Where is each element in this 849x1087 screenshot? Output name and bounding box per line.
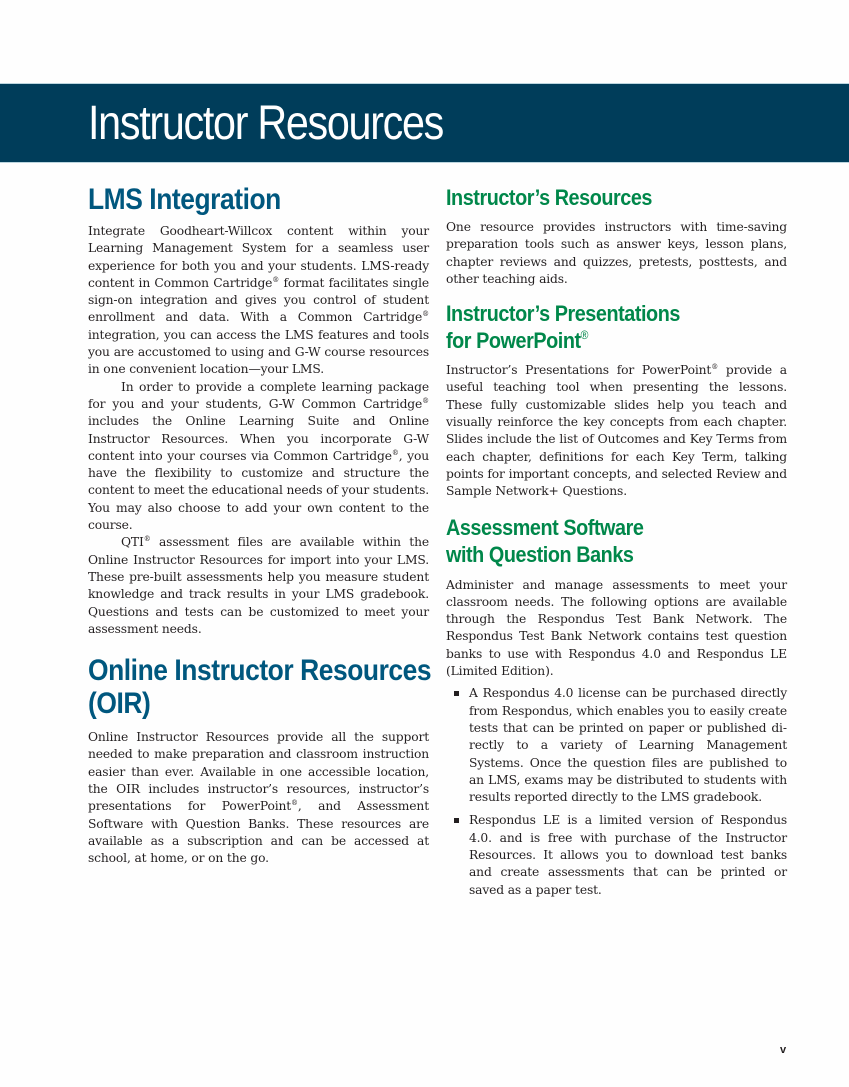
lms-paragraph-1: Integrate Goodheart-Willcox content within your Learning Management System for a seamless user experience for both you and your students. LMS-ready content in Common Cartridge® format facilitates single sign-on integration and gives you control of student enrollment and data. With a Common Cartridge® integration, you can access the LMS features and tools you are accustomed to using and G-W course resources in one convenient location—your LMS. <box>88 224 429 377</box>
assessment-paragraph: Administer and manage assessments to meet your classroom needs. The following options are available through the Respondus Test Bank Network. The Respondus Test Bank Network contains test question banks to use with Respondus 4.0 and Respondus LE (Limited Edition). <box>446 577 787 679</box>
square-bullet-icon <box>454 818 459 823</box>
instructors-resources-section <box>446 184 787 288</box>
oir-paragraph: Online Instructor Resources provide all the support needed to make preparation and classroom instruction easier than ever. Available in one accessible location, the OIR includes instructor’s resources, instructor’s presentations for PowerPoint®, and Assessment Software with Question Banks. These resources are available as a subscription and can be accessed at school, at home, or on the go. <box>88 730 429 866</box>
assessment-bullet-list <box>446 685 787 899</box>
lms-integration-section <box>88 183 429 638</box>
lms-paragraph-2: In order to provide a complete learning package for you and your students, G-W Common Cartridge® includes the Online Learning Suite and Online Instructor Resources. When you incorporate G-W content into your courses via Common Cartridge®, you have the flexibility to customize and structure the content to meet the educational needs of your students. You may also choose to add your own content to the course. <box>88 379 429 533</box>
presentations-paragraph: Instructor’s Presentations for PowerPoint® provide a useful teaching tool when presenting the lessons. These fully customizable slides help you teach and visually reinforce the key concepts from each chapter. Slides include the list of Outcomes and Key Terms from each chapter, definitions for each Key Term, talking points for important concepts, and selected Review and Sample Network+ Questions. <box>446 363 787 499</box>
title-banner <box>0 83 849 163</box>
instructors-resources-paragraph: One resource provides instructors with time-saving preparation tools such as answer keys, lesson plans, chapter reviews and quizzes, pretests, posttests, and other teaching aids. <box>446 220 787 286</box>
presentations-section <box>446 300 787 500</box>
page-title: Instructor Resources <box>88 97 444 150</box>
bullet-item: Respondus LE is a limited version of Respondus 4.0. and is free with purchase of the Instructor Resources. It allows you to download test banks and create assessments that can be printed or saved as a paper test. <box>469 812 787 898</box>
presentations-heading: Instructor’s Presentations for PowerPoint® <box>446 301 680 354</box>
oir-section <box>88 654 432 867</box>
assessment-section <box>446 514 787 899</box>
left-column <box>88 180 432 868</box>
instructors-resources-heading: Instructor’s Resources <box>446 185 653 210</box>
oir-heading: Online Instructor Resources (OIR) <box>88 654 432 721</box>
bullet-item: A Respondus 4.0 license can be purchased directly from Respondus, which enables you to easily create tests that can be printed on paper or published directly to a variety of Learning Management Systems. Once the question files are published to an LMS, exams may be distributed to students with results reported directly to the LMS gradebook. <box>469 685 787 806</box>
lms-integration-heading: LMS Integration <box>88 183 281 216</box>
lms-paragraph-3: QTI® assessment files are available within the Online Instructor Resources for import into your LMS. These pre-built assessments help you measure student knowledge and track results in your LMS gradebook. Questions and tests can be customized to meet your assessment needs. <box>88 535 429 636</box>
right-column <box>446 180 787 905</box>
assessment-heading: Assessment Software with Question Banks <box>446 514 644 567</box>
square-bullet-icon <box>454 691 459 696</box>
page-number: v <box>780 1044 787 1056</box>
